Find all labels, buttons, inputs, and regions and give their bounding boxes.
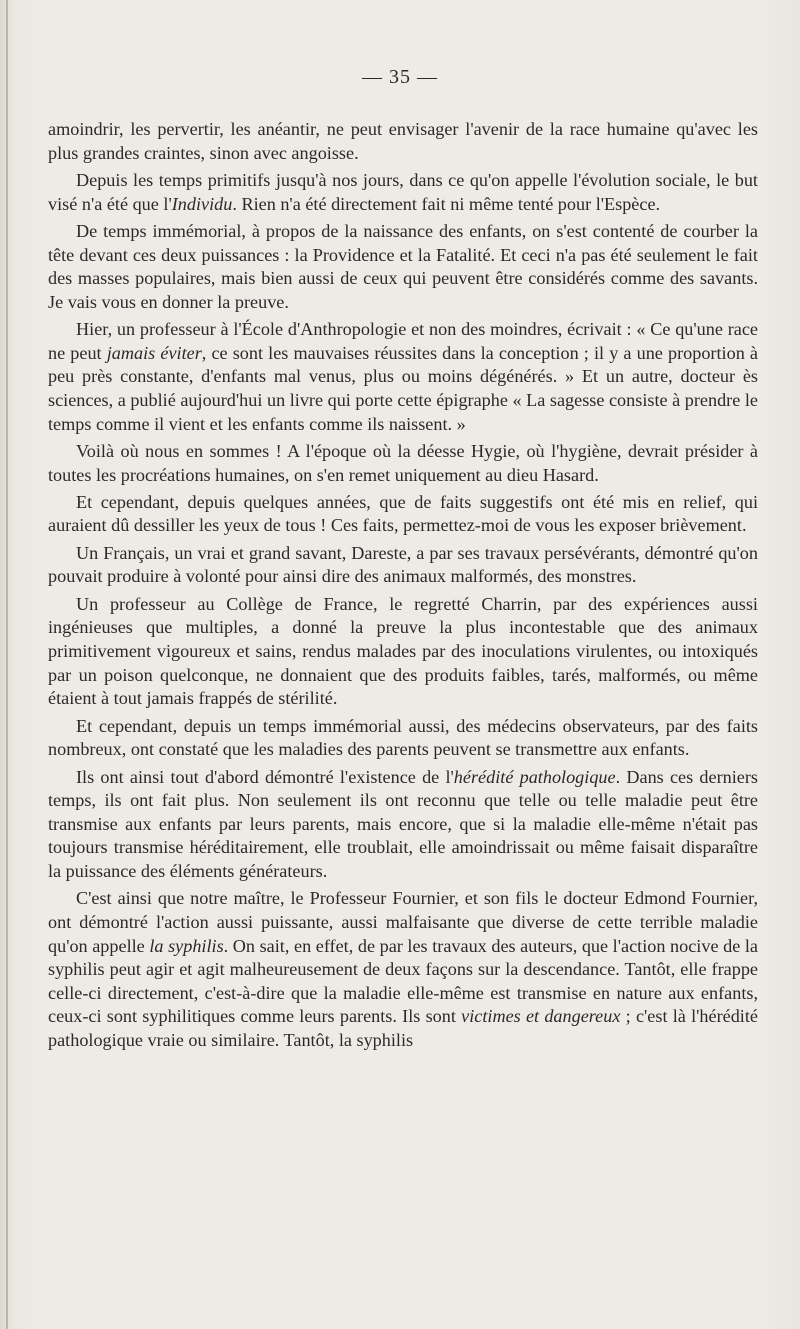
paragraph [48, 318, 758, 436]
italic-text: la syphilis [149, 935, 224, 956]
paragraph [48, 220, 758, 314]
text-segment: Depuis les temps primitifs jusqu'à nos jours, dans ce qu'on appelle l'évolution sociale, le but visé n'a été que l' [48, 169, 758, 214]
text-segment: Ils ont ainsi tout d'abord démontré l'existence de l' [76, 766, 454, 787]
page-number: — 35 — [362, 66, 438, 88]
paragraph [48, 593, 758, 711]
text-segment: Un professeur au Collège de France, le regretté Charrin, par des expériences aussi ingénieuses que multiples, a donné la preuve la plus incontestable que des animaux primitivement vigoureux et sains, rendus malades par des inoculations virulentes, ou intoxiqués par un poison quelconque, ne donnaient que des produits faibles, tarés, malformés, ou même étaient à tout jamais frappés de stérilité. [48, 593, 758, 709]
paragraph [48, 766, 758, 884]
italic-text: victimes et dangereux [461, 1006, 621, 1027]
text-segment: Et cependant, depuis un temps immémorial aussi, des médecins observateurs, par des faits nombreux, ont constaté que les maladies des parents peuvent se transmettre aux enfants. [48, 715, 758, 760]
page-edge-line [6, 0, 8, 1329]
paragraph [48, 887, 758, 1052]
text-segment: , ce sont les mauvaises réussites dans la conception ; il y a une proportion à peu près constante, d'enfants mal venus, plus ou moins dégénérés. » Et un autre, docteur ès sciences, a publié aujourd'hui un livre qui porte cette épigraphe « La sagesse consiste à prendre le temps comme il vient et les enfants comme ils naissent. » [48, 342, 758, 434]
text-segment: . On sait, en effet, de par les travaux des auteurs, que l'action nocive de la syphilis peut agir et agit malheureusement de deux façons sur la descendance. Tantôt, elle frappe celle-ci directement, c'est-à-dire que la maladie elle-même est transmise en nature aux enfants, ceux-ci sont syphilitiques comme leurs parents. Ils sont [48, 935, 758, 1027]
text-segment: . Dans ces derniers temps, ils ont fait plus. Non seulement ils ont reconnu que telle ou telle maladie peut être transmise aux enfants par leurs parents, mais encore, que si la maladie elle-même n'était pas toujours transmise héréditairement, elle troublait, elle amoindrissait ou même faisait disparaître la puissance des éléments générateurs. [48, 766, 758, 881]
text-segment: . Rien n'a été directement fait ni même tenté pour l'Espèce. [232, 193, 661, 214]
italic-text: Individu [171, 193, 233, 214]
text-segment: C'est ainsi que notre maître, le Professeur Fournier, et son fils le docteur Edmond Fournier, ont démontré l'action aussi puissante, aussi malfaisante que diverse de cette terrible maladie qu'on appelle [48, 888, 758, 956]
text-segment: De temps immémorial, à propos de la naissance des enfants, on s'est contenté de courber la tête devant ces deux puissances : la Providence et la Fatalité. Et ceci n'a pas été seulement le fait des masses populaires, mais bien aussi de ceux qui peuvent être considérés comme des savants. Je vais vous en donner la preuve. [48, 220, 758, 312]
paragraph [48, 169, 758, 216]
text-segment: Voilà où nous en sommes ! A l'époque où la déesse Hygie, où l'hygiène, devrait présider à toutes les procréations humaines, on s'en remet uniquement au dieu Hasard. [48, 440, 758, 485]
text-segment: Un Français, un vrai et grand savant, Dareste, a par ses travaux persévérants, démontré qu'on pouvait produire à volonté pour ainsi dire des animaux malformés, des monstres. [48, 542, 758, 587]
italic-text: jamais éviter [106, 342, 202, 363]
paragraph [48, 491, 758, 538]
paragraph [48, 715, 758, 762]
paragraph [48, 440, 758, 487]
text-segment: Et cependant, depuis quelques années, que de faits suggestifs ont été mis en relief, qui auraient dû dessiller les yeux de tous ! Ces faits, permettez-moi de vous les exposer brièvement. [48, 491, 758, 536]
text-segment: ; c'est là l'hérédité pathologique vraie ou similaire. Tantôt, la syphilis [48, 1006, 758, 1050]
text-segment: amoindrir, les pervertir, les anéantir, ne peut envisager l'avenir de la race humaine qu'avec les plus grandes craintes, sinon avec angoisse. [48, 119, 758, 163]
italic-text: hérédité pathologique [453, 766, 616, 787]
body-text [48, 118, 758, 1056]
paragraph [48, 542, 758, 589]
text-segment: Hier, un professeur à l'École d'Anthropologie et non des moindres, écrivait : « Ce qu'une race ne peut [48, 319, 758, 363]
paragraph [48, 118, 758, 165]
